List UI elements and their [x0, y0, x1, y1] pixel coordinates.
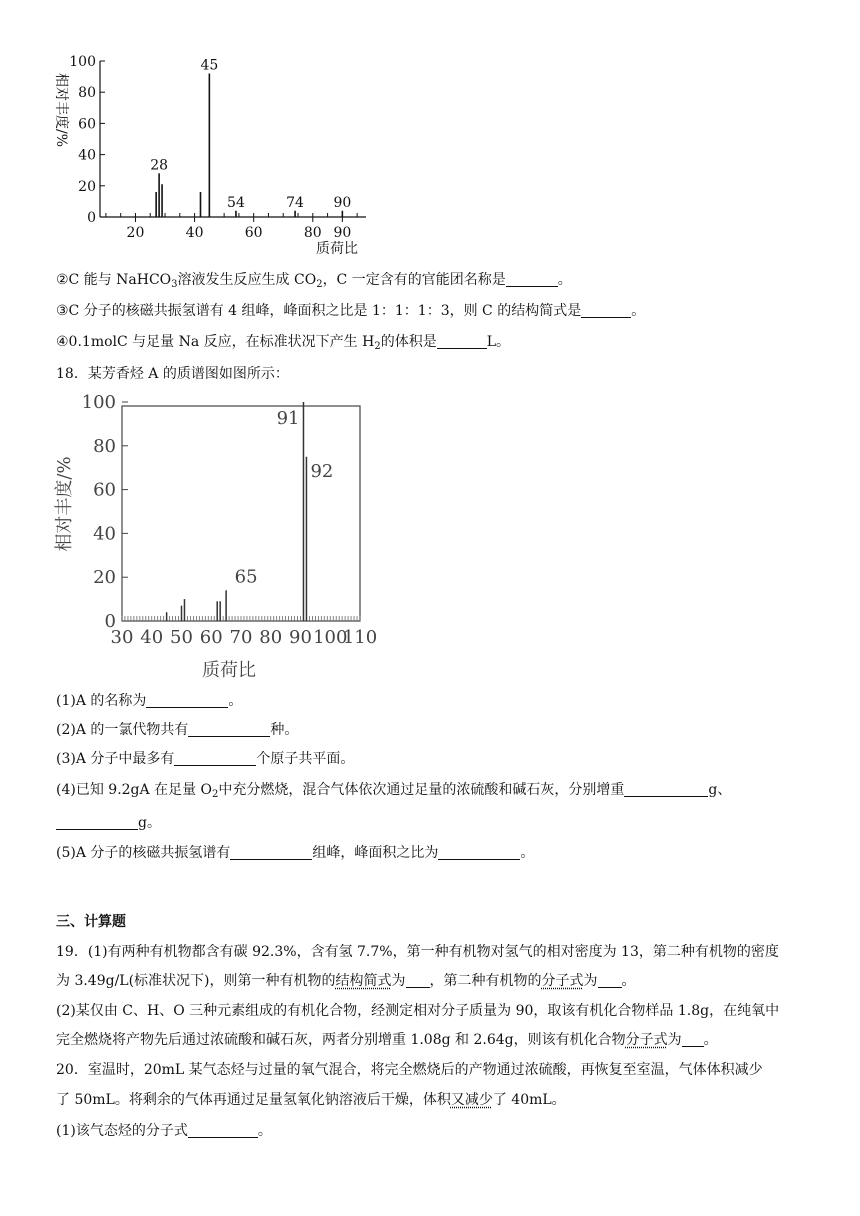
q18-part-2: (2)A 的一氯代物共有 种。 — [56, 722, 299, 738]
mass-spectrum-chart-1 — [50, 55, 380, 260]
q19-line-4: 完全燃烧将产物先后通过浓硫酸和碱石灰，两者分别增重 1.08g 和 2.64g，则该有机化合物分子式为 。 — [56, 1032, 718, 1048]
chart1-ytick-label: 20 — [78, 178, 96, 195]
chart1-peak-label: 90 — [333, 194, 352, 211]
chart1-ytick-label: 40 — [78, 147, 96, 164]
chart2-ytick-label: 100 — [81, 394, 116, 413]
q20-line-2: 了 50mL。将剩余的气体再通过足量氢氧化钠溶液后干燥，体积又减少了 40mL。 — [56, 1092, 566, 1108]
chart2-ytick-label: 20 — [93, 567, 116, 589]
answer-blank[interactable] — [406, 973, 430, 988]
answer-blank[interactable] — [56, 815, 138, 830]
answer-blank[interactable] — [682, 1032, 704, 1047]
q19-line-3: (2)某仅由 C、H、O 三种元素组成的有机化合物，经测定相对分子质量为 90，取该有机化合物样品 1.8g，在纯氧中 — [56, 1003, 780, 1019]
chart1-ytick-label: 100 — [69, 55, 96, 70]
answer-blank[interactable] — [437, 334, 487, 349]
chart1-peak-label: 45 — [200, 57, 219, 74]
q18-part-3: (3)A 分子中最多有 个原子共平面。 — [56, 751, 355, 767]
answer-blank[interactable] — [438, 845, 520, 860]
chart1-xtick-label: 40 — [185, 225, 204, 241]
section-title: 三、计算题 — [56, 914, 126, 930]
answer-blank[interactable] — [598, 973, 622, 988]
q19-line-1: 19．(1)有两种有机物都含有碳 92.3%，含有氢 7.7%，第一种有机物对氢气的相对密度为 13，第二种有机物的密度 — [56, 944, 779, 960]
chart2-peak-label: 92 — [310, 460, 334, 482]
chart1-xtick-label: 60 — [244, 225, 263, 241]
answer-blank[interactable] — [146, 693, 228, 708]
chart2-xtick-label: 80 — [259, 627, 283, 648]
chart2-xlabel: 质荷比 — [202, 660, 256, 681]
chart1-peak-label: 28 — [150, 157, 169, 174]
chart1-xtick-label: 20 — [126, 225, 145, 241]
answer-blank[interactable] — [624, 782, 708, 797]
chart2-xtick-label: 110 — [342, 627, 378, 648]
chart2-xtick-label: 40 — [140, 627, 164, 648]
chart1-xtick-label: 80 — [303, 225, 322, 241]
chart2-peak-label: 91 — [276, 408, 300, 429]
chart1-xtick-label: 90 — [333, 225, 352, 241]
chart2-ylabel: 相对丰度/% — [54, 456, 75, 552]
chart1-ylabel: 相对丰度/% — [53, 73, 69, 148]
q20-line-1: 20．室温时，20mL 某气态烃与过量的氧气混合，将完全燃烧后的产物通过浓硫酸，再恢复至室温，气体体积减少 — [56, 1062, 763, 1078]
chart1-xlabel: 质荷比 — [316, 241, 358, 257]
q17-line-3: ③C 分子的核磁共振氢谱有 4 组峰，峰面积之比是 1：1：1：3，则 C 的结构简式是 。 — [56, 303, 646, 319]
q18-part-1: (1)A 的名称为 。 — [56, 693, 243, 709]
chart2-xtick-label: 70 — [229, 627, 253, 648]
chart2-frame — [122, 406, 360, 621]
q19-line-2: 为 3.49g/L(标准状况下)，则第一种有机物的结构简式为 ，第二种有机物的分子式为 。 — [56, 973, 636, 989]
mass-spectrum-chart-2 — [54, 394, 394, 684]
q18-part-4-cont: g。 — [56, 814, 161, 832]
chart1-ytick-label: 0 — [87, 210, 96, 226]
answer-blank[interactable] — [581, 303, 631, 318]
chart2-xtick-label: 90 — [289, 627, 312, 648]
chart1-ytick-label: 80 — [78, 85, 96, 102]
chart2-ytick-label: 0 — [104, 611, 116, 632]
chart2-peak-label: 65 — [234, 566, 258, 588]
answer-blank[interactable] — [188, 722, 270, 737]
answer-blank[interactable] — [230, 845, 312, 860]
q18-part-5: (5)A 分子的核磁共振氢谱有 组峰，峰面积之比为 。 — [56, 845, 535, 861]
q20-part-1: (1)该气态烃的分子式 。 — [56, 1123, 272, 1139]
chart2-xtick-label: 100 — [313, 627, 348, 648]
answer-blank[interactable] — [506, 272, 558, 287]
q17-line-4: ④0.1molC 与足量 Na 反应，在标准状况下产生 $H_2$的体积是 L。 — [56, 334, 510, 352]
q17-line-2: ②C 能与 NaHCO$_3$溶液发生反应生成 $CO_2$，C 一定含有的官能团名称是 。 — [56, 272, 572, 290]
chart1-peak-label: 74 — [286, 194, 304, 211]
chart2-xtick-label: 50 — [170, 627, 193, 648]
answer-blank[interactable] — [174, 751, 256, 766]
chart2-ytick-label: 80 — [93, 435, 116, 457]
chart2-xtick-label: 30 — [110, 627, 134, 648]
chart1-ytick-label: 60 — [78, 116, 96, 133]
chart2-ytick-label: 40 — [93, 523, 116, 545]
chart2-xtick-label: 60 — [199, 627, 223, 648]
answer-blank[interactable] — [188, 1123, 258, 1138]
q18-part-4: (4)已知 9.2gA 在足量 $O_2$中充分燃烧，混合气体依次通过足量的浓硫酸和碱石灰，分别增重 g、 — [56, 782, 732, 800]
q18-intro: 18．某芳香烃 A 的质谱图如图所示： — [56, 366, 289, 382]
chart1-peak-label: 54 — [227, 194, 245, 211]
chart2-ytick-label: 60 — [93, 479, 116, 501]
